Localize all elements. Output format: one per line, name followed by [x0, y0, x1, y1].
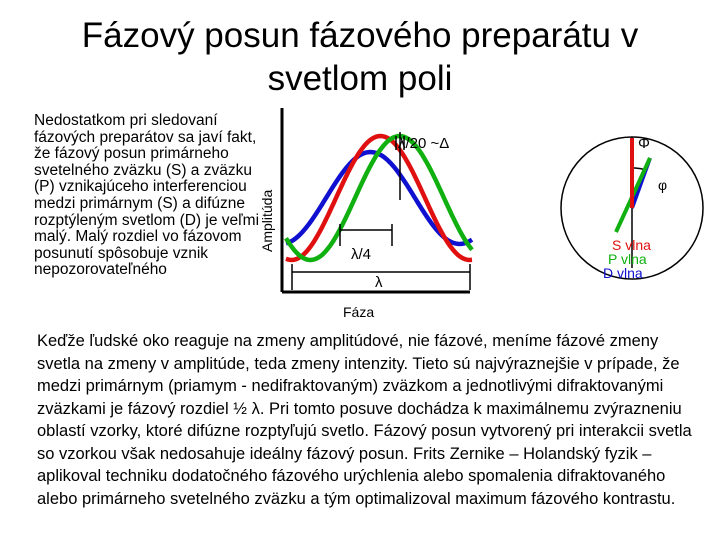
title-line-1: Fázový posun fázového preparátu v [81, 16, 639, 55]
lambda4-label: λ/4 [351, 246, 372, 263]
left-paragraph: Nedostatkom pri sledovaní fázových preparátov sa javí fakt, že fázový posun primárneho svetelného zväzku (S) a zväzku (P) vznikajúceho interferenciou medzi primárnym (S) a difúzne rozptýleným svetlom (D) je veľmi malý. Malý rozdiel vo fázovom posunutí spôsobuje vznik nepozorovateľného [34, 112, 260, 279]
legend-p: P vlna [608, 251, 647, 267]
x-axis-label: Fáza [343, 304, 375, 320]
phi-label: φ [658, 177, 668, 193]
legend-s: S vlna [612, 237, 651, 253]
Phi-label: Φ [638, 135, 650, 152]
lambda20-label: λ/20 ~Δ [398, 135, 450, 152]
y-axis-label: Amplitúda [259, 189, 275, 252]
legend-d: D vlna [603, 265, 643, 281]
bottom-paragraph: Keďže ľudské oko reaguje na zmeny amplitúdové, nie fázové, meníme fázové zmeny svetla na zmeny v amplitúde, teda zmeny intenzity. Tieto sú najvýraznejšie v prípade, že medzi primárnym (priamym - nedifraktovaným) zväzkom a jednotlivými difraktovanými zväzkami je fázový rozdiel ½ λ. Pri tomto posuve dochádza k maximálnemu zvýrazneniu oblastí vzorky, ktoré difúzne rozptyľujú svetlo. Fázový posun vytvorený pri interakcii svetla so vzorkou však nedosahuje ideálny fázový posun. Frits Zernike – Holandský fyzik – aplikoval techniku dodatočného fázového urýchlenia alebo spomalenia difraktovaného alebo primárneho svetelného zväzku a tým optimalizoval maximum fázového kontrastu. [37, 332, 692, 508]
title-line-2: svetlom poli [267, 59, 453, 98]
lambda-label: λ [375, 274, 383, 291]
